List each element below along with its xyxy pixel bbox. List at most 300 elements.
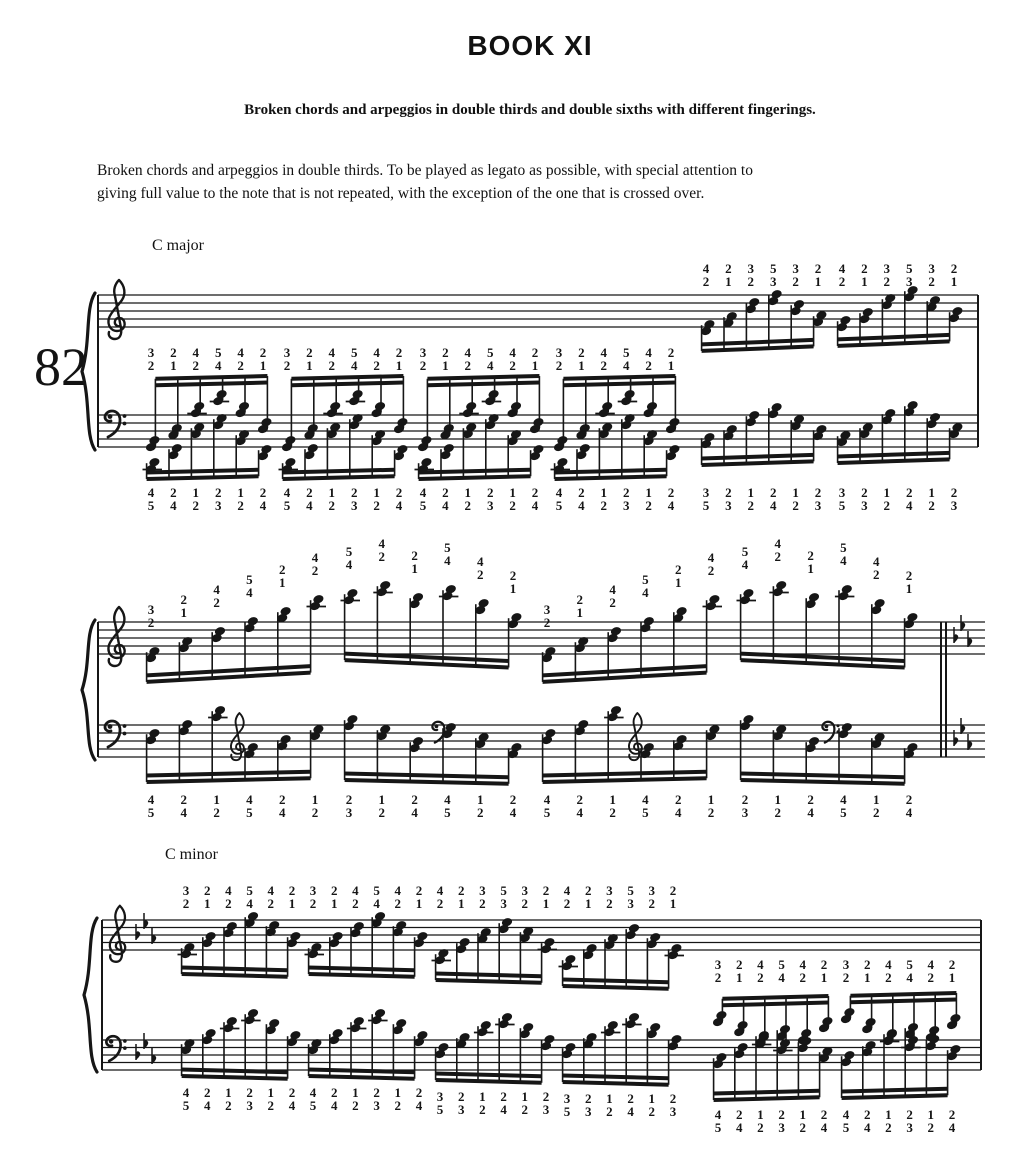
fingering-number: 3 [555,345,563,360]
fingering-number: 4 [170,498,177,513]
fingering-number: 4 [702,261,710,276]
fingering-number: 2 [330,1085,338,1100]
fingering-number: 2 [820,957,828,972]
fingering-number: 2 [509,498,516,513]
fingering-number: 2 [584,1091,592,1106]
beamed-note-group [417,345,545,452]
fingering-number: 4 [769,498,777,513]
fingering-number: 2 [872,567,880,582]
fingering-number: 5 [840,540,847,555]
book-subtitle: Broken chords and arpeggios in double thirds and double sixths with different fingerings. [244,102,816,118]
fingering-number: 5 [642,572,649,587]
fingering-number: 2 [725,261,732,276]
fingering-number: 2 [702,274,710,289]
fingering-number: 2 [182,896,190,911]
fingering-number: 1 [476,792,484,807]
fingering-number: 4 [442,498,449,513]
beamed-note-group [305,883,429,979]
fingering-number: 4 [674,805,682,820]
fingering-number: 2 [267,896,275,911]
fingering-number: 2 [807,792,814,807]
fingering-number: 1 [807,561,814,576]
fingering-number: 1 [774,792,782,807]
fingering-number: 2 [842,970,850,985]
fingering-number: 1 [950,274,958,289]
fingering-number: 2 [267,1098,275,1113]
fingering-number: 5 [444,805,451,820]
fingering-number: 2 [792,274,799,289]
fingering-number: 4 [774,536,782,551]
fingering-number: 1 [170,358,177,373]
fingering-number: 2 [769,485,777,500]
fingering-number: 1 [442,358,449,373]
fingering-number: 2 [415,883,423,898]
fingering-number: 4 [820,1120,828,1135]
fingering-number: 2 [225,1098,232,1113]
fingering-number: 4 [757,957,764,972]
fingering-number: 4 [714,1107,722,1122]
fingering-number: 4 [306,498,313,513]
fingering-number: 3 [648,883,656,898]
fingering-number: 3 [606,883,613,898]
fingering-number: 2 [906,1107,913,1122]
fingering-number: 1 [521,1089,529,1104]
beamed-note-group [541,705,721,820]
fingering-number: 2 [395,485,403,500]
fingering-number: 2 [170,485,177,500]
fingering-number: 3 [702,485,710,500]
fingering-number: 2 [927,970,935,985]
fingering-number: 2 [555,358,563,373]
fingering-number: 5 [622,345,630,360]
fingering-number: 5 [543,805,551,820]
fingering-number: 2 [576,792,584,807]
fingering-number: 2 [509,792,517,807]
fingering-number: 2 [600,358,608,373]
fingering-number: 1 [814,274,822,289]
fingering-number: 2 [747,274,755,289]
fingering-number: 4 [948,1120,956,1135]
fingering-number: 4 [214,358,222,373]
fingering-number: 5 [842,1120,850,1135]
beamed-note-group [307,1008,429,1113]
fingering-number: 2 [861,261,868,276]
fingering-number: 2 [345,792,353,807]
fingering-number: 4 [741,557,749,572]
fingering-number: 3 [214,498,222,513]
fingering-number: 2 [411,792,418,807]
fingering-number: 3 [861,498,868,513]
fingering-number: 3 [521,883,529,898]
fingering-number: 2 [170,345,177,360]
fingering-number: 1 [415,896,423,911]
beamed-note-group [840,1022,962,1135]
fingering-number: 1 [576,605,584,620]
fingering-number: 5 [350,345,358,360]
exercise-number: 82 [34,337,88,397]
fingering-number: 3 [584,1104,592,1119]
fingering-number: 3 [479,883,486,898]
beamed-note-group [145,550,326,684]
fingering-number: 2 [814,485,822,500]
fingering-number: 2 [928,498,935,513]
fingering-number: 4 [394,883,402,898]
fingering-number: 1 [578,358,585,373]
fingering-number: 1 [905,581,913,596]
fingering-number: 2 [648,1104,656,1119]
system-brace [82,620,95,760]
fingering-number: 2 [927,1120,935,1135]
fingering-number: 4 [600,345,608,360]
fingering-number: 4 [500,1102,507,1117]
fingering-number: 4 [486,358,494,373]
fingering-number: 4 [609,582,616,597]
fingering-number: 2 [542,883,550,898]
fingering-number: 4 [807,805,814,820]
fingering-number: 5 [778,957,785,972]
fingering-number: 4 [309,1085,317,1100]
fingering-number: 3 [842,957,850,972]
fingering-number: 2 [725,485,732,500]
fingering-number: 1 [259,358,267,373]
fingering-number: 1 [606,1091,613,1106]
fingering-number: 1 [288,896,296,911]
fingering-number: 4 [225,883,232,898]
fingering-number: 5 [486,345,494,360]
fingering-number: 1 [192,485,200,500]
fingering-number: 3 [741,805,749,820]
fingering-number: 2 [288,883,296,898]
fingering-number: 2 [735,957,743,972]
fingering-number: 3 [419,345,427,360]
fingering-number: 2 [328,498,336,513]
instruction-line-1: Broken chords and arpeggios in double thirds. To be played as legato as possible, with special attention to [97,162,753,179]
fingering-number: 4 [906,970,913,985]
fingering-number: 2 [609,595,616,610]
fingering-number: 2 [464,358,472,373]
fingering-number: 5 [283,498,291,513]
fingering-number: 4 [237,345,244,360]
fingering-number: 2 [328,358,336,373]
fingering-number: 2 [457,1089,465,1104]
fingering-number: 2 [600,498,608,513]
fingering-number: 3 [457,1102,465,1117]
fingering-number: 2 [578,485,585,500]
fingering-number: 4 [799,957,807,972]
fingering-number: 4 [267,883,275,898]
fingering-number: 5 [214,345,222,360]
fingering-number: 4 [147,485,155,500]
fingering-number: 2 [203,883,211,898]
beamed-note-group [178,883,302,979]
fingering-number: 3 [246,1098,253,1113]
fingering-number: 1 [479,1089,486,1104]
beamed-note-group [561,1012,683,1119]
fingering-number: 1 [267,1085,275,1100]
fingering-number: 3 [669,1104,677,1119]
fingering-number: 4 [840,792,847,807]
fingering-number: 2 [419,358,427,373]
fingering-number: 5 [906,957,913,972]
fingering-number: 1 [509,485,516,500]
fingering-number: 4 [885,957,892,972]
fingering-number: 5 [246,805,253,820]
fingering-number: 4 [840,553,847,568]
fingering-number: 4 [288,1098,296,1113]
fingering-number: 3 [309,883,317,898]
fingering-number: 2 [225,896,232,911]
fingering-number: 4 [576,805,584,820]
beamed-note-group [559,883,685,991]
fingering-number: 1 [203,896,211,911]
fingering-number: 4 [311,550,319,565]
fingering-number: 2 [180,592,188,607]
fingering-number: 5 [555,498,563,513]
fingering-number: 2 [203,1085,211,1100]
fingering-number: 1 [799,1107,807,1122]
fingering-number: 3 [905,274,913,289]
fingering-number: 2 [905,568,913,583]
fingering-number: 2 [757,970,764,985]
fingering-number: 1 [330,896,338,911]
fingering-number: 4 [395,498,403,513]
fingering-number: 2 [500,1089,507,1104]
beamed-note-group [341,536,523,670]
fingering-number: 1 [872,792,880,807]
fingering-number: 1 [735,970,743,985]
fingering-number: 5 [838,498,846,513]
treble-clef-icon [629,713,642,760]
fingering-number: 4 [667,498,675,513]
fingering-number: 2 [213,595,220,610]
fingering-number: 2 [905,792,913,807]
fingering-number: 3 [542,1102,550,1117]
fingering-number: 3 [928,261,935,276]
fingering-number: 4 [246,585,253,600]
fingering-number: 4 [411,805,418,820]
fingering-number: 2 [457,883,465,898]
fingering-number: 2 [192,358,200,373]
fingering-number: 2 [707,805,715,820]
fingering-number: 2 [278,562,286,577]
fingering-number: 1 [674,575,682,590]
fingering-number: 1 [707,792,715,807]
fingering-number: 1 [352,1085,359,1100]
fingering-number: 2 [237,498,244,513]
fingering-number: 1 [411,561,418,576]
fingering-number: 2 [306,485,313,500]
fingering-number: 2 [147,358,155,373]
fingering-number: 3 [838,485,846,500]
instruction-line-2: giving full value to the note that is not repeated, with the exception of the one that is crossed over. [97,185,705,202]
fingering-number: 1 [885,1107,892,1122]
fingering-number: 1 [861,274,868,289]
fingering-number: 2 [237,358,244,373]
fingering-number: 4 [476,554,484,569]
fingering-number: 3 [147,602,155,617]
fingering-number: 2 [476,805,484,820]
fingering-number: 2 [311,805,319,820]
beamed-note-group [553,345,681,452]
fingering-number: 2 [674,792,682,807]
fingering-number: 2 [563,896,571,911]
fingering-number: 3 [500,896,507,911]
fingering-number: 2 [928,274,935,289]
fingering-number: 2 [645,358,652,373]
fingering-number: 2 [259,485,267,500]
fingering-number: 2 [330,883,338,898]
c-major-line-2 [82,536,985,820]
fingering-number: 1 [306,358,313,373]
fingering-number: 4 [905,498,913,513]
fingering-number: 1 [584,896,592,911]
fingering-number: 2 [606,896,613,911]
fingering-number: 1 [542,896,550,911]
fingering-number: 1 [927,1107,935,1122]
fingering-number: 1 [820,970,828,985]
fingering-number: 5 [769,261,777,276]
fingering-number: 3 [436,1089,444,1104]
fingering-number: 3 [906,1120,913,1135]
beamed-note-group [541,550,722,684]
fingering-number: 4 [842,1107,850,1122]
fingering-number: 2 [584,883,592,898]
fingering-number: 5 [345,544,353,559]
fingering-number: 5 [500,883,507,898]
fingering-number: 2 [442,345,449,360]
fingering-number: 3 [792,261,799,276]
fingering-number: 2 [352,896,359,911]
beamed-note-group [180,1008,302,1113]
fingering-number: 1 [648,1091,656,1106]
fingering-number: 3 [283,345,291,360]
fingering-number: 5 [436,1102,444,1117]
treble-clef-icon [108,280,124,339]
fingering-number: 2 [378,805,386,820]
fingering-number: 3 [769,274,777,289]
fingering-number: 2 [948,957,956,972]
fingering-number: 1 [725,274,732,289]
fingering-number: 2 [576,592,584,607]
fingering-number: 2 [606,1104,613,1119]
fingering-number: 2 [814,261,822,276]
fingering-number: 2 [774,549,782,564]
fingering-number: 3 [883,261,891,276]
fingering-number: 5 [419,498,427,513]
fingering-number: 2 [373,1085,380,1100]
fingering-number: 4 [927,957,935,972]
beamed-note-group [279,413,409,513]
fingering-number: 4 [444,553,451,568]
fingering-number: 4 [378,536,386,551]
beamed-note-group [415,413,545,513]
fingering-number: 2 [509,568,517,583]
fingering-number: 4 [531,498,539,513]
fingering-number: 2 [373,358,380,373]
fingering-number: 5 [627,883,634,898]
beamed-note-group [432,883,558,985]
fingering-number: 2 [394,896,402,911]
fingering-number: 4 [622,358,630,373]
fingering-number: 4 [578,498,585,513]
fingering-number: 2 [395,345,403,360]
fingering-number: 2 [531,485,539,500]
beamed-note-group [434,1012,556,1117]
fingering-number: 3 [714,957,722,972]
fingering-number: 4 [182,1085,190,1100]
fingering-number: 2 [714,970,722,985]
fingering-number: 2 [378,549,386,564]
fingering-number: 4 [863,1120,871,1135]
fingering-number: 2 [476,567,484,582]
fingering-number: 3 [345,805,353,820]
fingering-number: 2 [667,345,675,360]
fingering-number: 2 [415,1085,423,1100]
fingering-number: 2 [479,1102,486,1117]
fingering-number: 2 [863,957,871,972]
beamed-note-group [836,261,964,348]
fingering-number: 4 [707,550,715,565]
fingering-number: 3 [725,498,732,513]
fingering-number: 2 [872,805,880,820]
fingering-number: 2 [799,1120,807,1135]
fingering-number: 1 [669,896,677,911]
fingering-number: 5 [147,805,155,820]
fingering-number: 2 [394,1098,402,1113]
fingering-number: 2 [246,1085,253,1100]
fingering-number: 3 [486,498,494,513]
fingering-number: 5 [373,883,380,898]
fingering-number: 4 [905,805,913,820]
fingering-number: 2 [350,485,358,500]
fingering-number: 2 [311,563,319,578]
fingering-number: 2 [863,1107,871,1122]
fingering-number: 4 [415,1098,423,1113]
fingering-number: 1 [863,970,871,985]
fingering-number: 2 [645,498,652,513]
fingering-number: 2 [180,792,188,807]
fingering-number: 4 [642,585,649,600]
fingering-number: 5 [563,1104,571,1119]
fingering-number: 1 [600,485,608,500]
fingering-number: 1 [378,792,386,807]
fingering-number: 2 [509,358,516,373]
fingering-number: 2 [674,562,682,577]
fingering-number: 2 [707,563,715,578]
fingering-number: 1 [645,485,652,500]
beamed-note-group [143,413,273,513]
fingering-number: 3 [350,498,358,513]
fingering-number: 4 [373,896,380,911]
fingering-number: 1 [213,792,220,807]
fingering-number: 4 [373,345,380,360]
fingering-number: 4 [872,554,880,569]
fingering-number: 1 [667,358,675,373]
beamed-note-group [840,957,962,1052]
fingering-number: 2 [213,805,220,820]
fingering-number: 5 [741,544,749,559]
fingering-number: 2 [838,274,846,289]
fingering-number: 3 [747,261,755,276]
fingering-number: 3 [622,498,630,513]
fingering-number: 1 [180,605,188,620]
fingering-number: 3 [563,1091,571,1106]
fingering-number: 2 [373,498,380,513]
fingering-number: 4 [555,485,563,500]
fingering-number: 2 [521,896,529,911]
fingering-number: 1 [509,581,517,596]
fingering-number: 2 [807,548,814,563]
